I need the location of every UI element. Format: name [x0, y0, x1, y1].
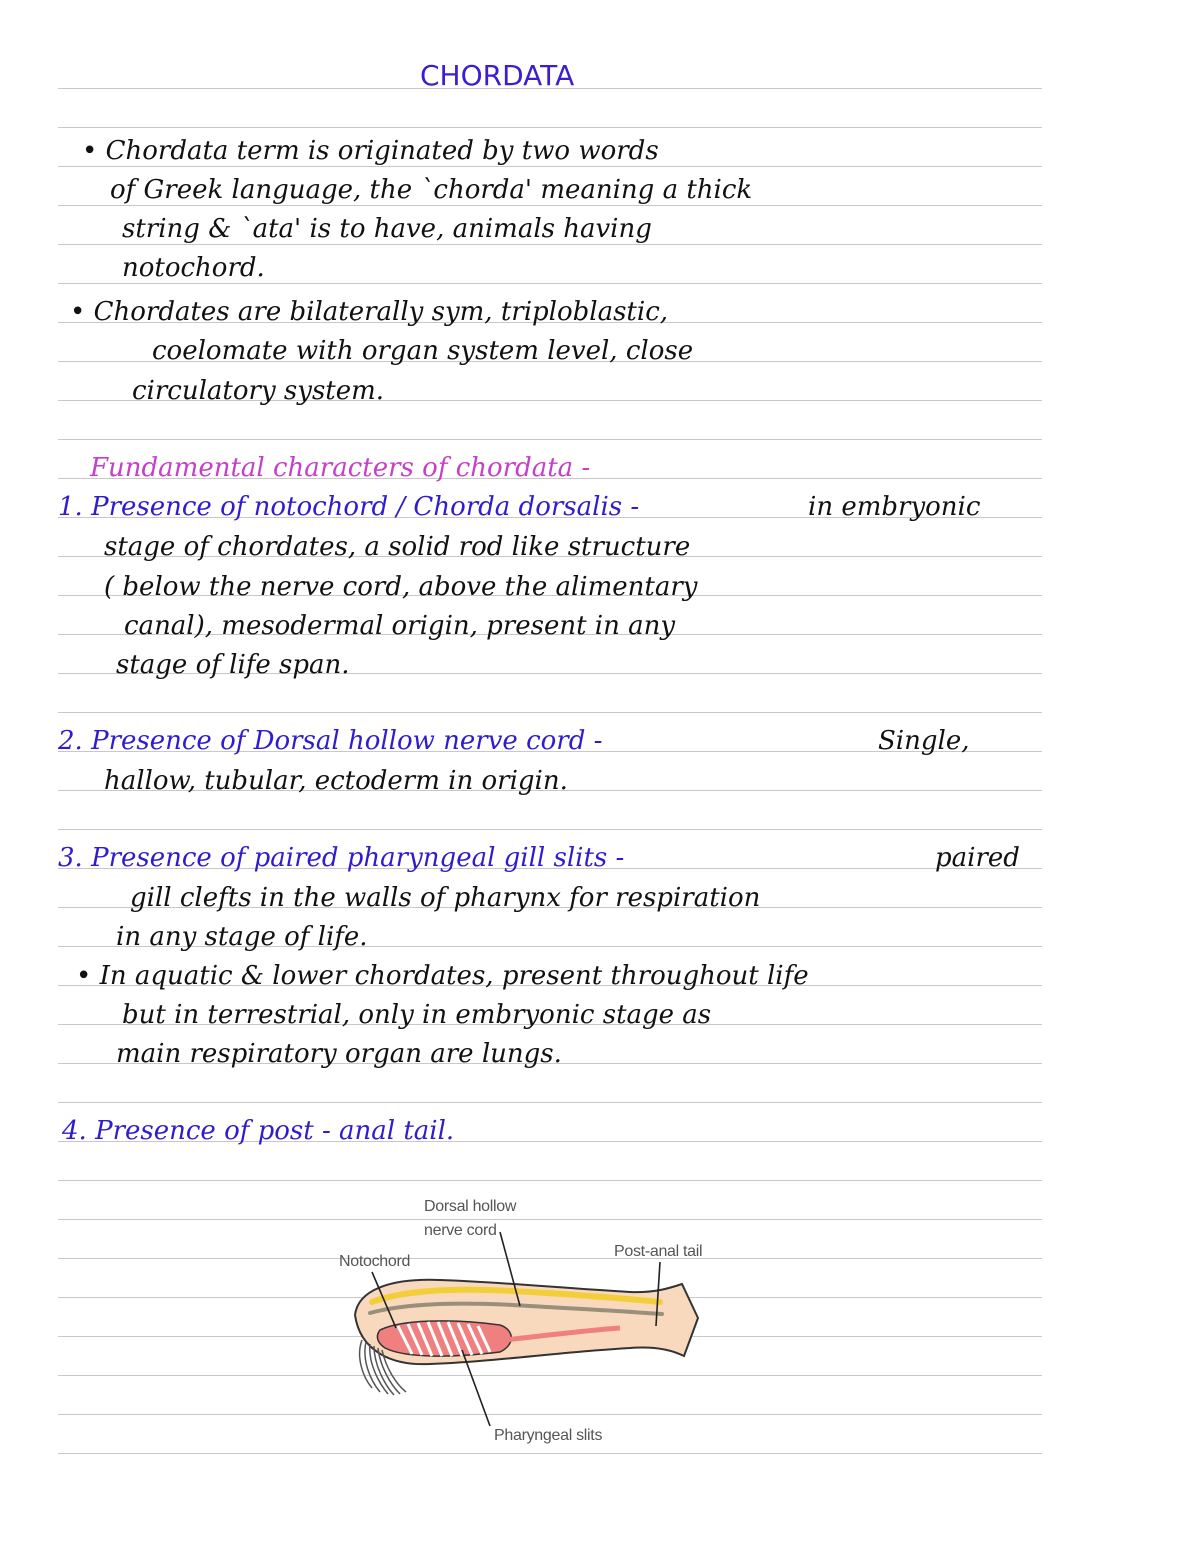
ruled-line [58, 1453, 1042, 1454]
text-line: in any stage of life. [116, 922, 368, 952]
text-line: main respiratory organ are lungs. [116, 1039, 562, 1069]
label-nerve-cord: nerve cord [424, 1222, 497, 1239]
text-line: Single, [878, 726, 970, 756]
text-line: ( below the nerve cord, above the alimentary [104, 572, 698, 602]
text-line: in embryonic [808, 492, 981, 522]
text-line: stage of chordates, a solid rod like structure [104, 532, 691, 562]
text-line: • In aquatic & lower chordates, present throughout life [76, 961, 809, 991]
characteristic-title: 1. Presence of notochord / Chorda dorsalis - [58, 492, 640, 522]
text-line: canal), mesodermal origin, present in any [124, 611, 676, 641]
ruled-line [58, 1102, 1042, 1103]
text-line: gill clefts in the walls of pharynx for respiration [130, 883, 761, 913]
text-line: string & `ata' is to have, animals having [122, 214, 652, 244]
characteristic-title: 2. Presence of Dorsal hollow nerve cord - [58, 726, 603, 756]
ruled-line [58, 439, 1042, 440]
page-title: CHORDATA [420, 59, 575, 92]
ruled-line [58, 127, 1042, 128]
text-line: stage of life span. [116, 650, 350, 680]
chordate-body-illustration [300, 1180, 720, 1450]
text-line: but in terrestrial, only in embryonic stage as [122, 1000, 712, 1030]
label-post-anal-tail: Post-anal tail [614, 1243, 703, 1260]
text-line: of Greek language, the `chorda' meaning a thick [110, 175, 753, 205]
text-line: • Chordata term is originated by two words [82, 136, 659, 166]
ruled-line [58, 829, 1042, 830]
ruled-line [58, 712, 1042, 713]
characteristic-4-title: 4. Presence of post - anal tail. [62, 1116, 455, 1146]
text-line: notochord. [122, 253, 265, 283]
label-notochord: Notochord [339, 1253, 411, 1270]
text-line: hallow, tubular, ectoderm in origin. [104, 766, 568, 796]
label-dorsal-hollow: Dorsal hollow [424, 1198, 517, 1215]
text-line: circulatory system. [132, 376, 385, 406]
text-line: paired [935, 843, 1020, 873]
text-line: coelomate with organ system level, close [152, 336, 694, 366]
characteristic-title: 3. Presence of paired pharyngeal gill slits - [58, 843, 625, 873]
text-line: • Chordates are bilaterally sym, triploblastic, [70, 297, 669, 327]
label-pharyngeal-slits: Pharyngeal slits [494, 1427, 603, 1444]
section-heading: Fundamental characters of chordata - [90, 453, 591, 483]
